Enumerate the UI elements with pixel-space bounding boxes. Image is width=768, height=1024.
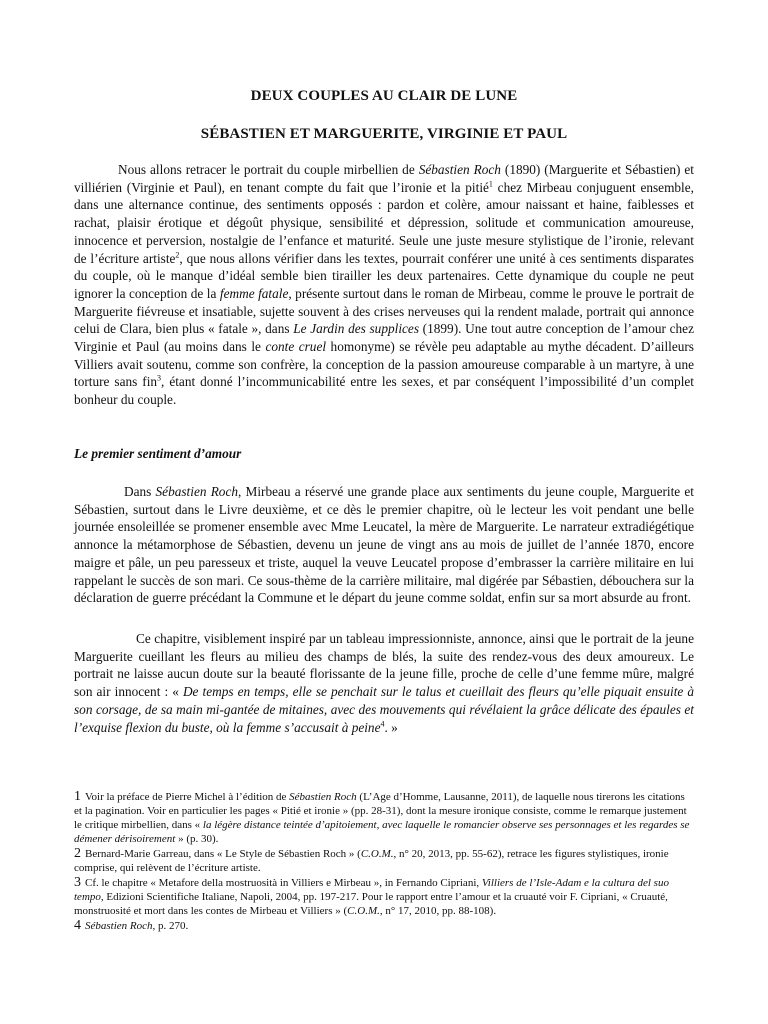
quotation: De temps en temps, elle se penchait sur le talus et cueillait des fleurs qu’elle piquait ensuite à son corsage, de sa main mi-gantée de mitaines, avec des mouvements qui révélaient la grâce délicate des épaules et l’exquise flexion du buste, où la femme s’accusait à peine bbox=[74, 684, 694, 735]
paragraph-second: Dans Sébastien Roch, Mirbeau a réservé une grande place aux sentiments du jeune couple, Marguerite et Sébastien, surtout dans le Livre deuxième, et ce dès le premier chapitre, où le lecteur les voit pendant une belle journée ensoleillée se promener ensemble avec Mme Leucatel, la mère de Marguerite. Le narrateur extradiégétique annonce la métamorphose de Sébastien, devenu un jeune de vingt ans au mois de juillet de l’année 1870, encore maigre et pâle, un peu paresseux et triste, auquel la veuve Leucatel propose d’embrasser la carrière militaire en lui rappelant le succès de son mari. Ce sous-thème de la carrière militaire, mal digérée par Sébastien, débouchera sur la déclaration de guerre précédant la Commune et le départ du jeune comme soldat, enfin sur sa mort absurde au front. bbox=[74, 484, 695, 606]
footnote-1: 1 Voir la préface de Pierre Michel à l’édition de Sébastien Roch (L’Age d’Homme, Lausanne, 2011), de laquelle nous tirerons les citations et la pagination. Voir en particulier les pages « Pitié et ironie » (pp. 28-31), dont la mesure ironique consiste, comme le remarque justement le critique mirbellien, dans « la légère distance teintée d’apitoiement, avec laquelle le romancier observe ses personnages et les regardes se démener dérisoirement » (p. 30). bbox=[74, 789, 690, 845]
footnote-ref-4[interactable]: 4 bbox=[380, 719, 385, 729]
footnotes bbox=[74, 790, 694, 934]
footnote-3: 3 Cf. le chapitre « Metafore della mostruosità in Villiers e Mirbeau », in Fernando Cipriani, Villiers de l’Isle-Adam e la cultura del suo tempo, Edizioni Scientifiche Italiane, Napoli, 2004, pp. 197-217. Pour le rapport entre l’amour et la cruauté voir F. Cipriani, « Cruauté, monstruosité et mort dans les contes de Mirbeau et Villiers » (C.O.M., n° 17, 2010, pp. 88-108). bbox=[74, 875, 669, 917]
footnote-ref-3[interactable]: 3 bbox=[157, 374, 162, 384]
paragraph-intro: Nous allons retracer le portrait du couple mirbellien de Sébastien Roch (1890) (Marguerite et Sébastien) et villiérien (Virginie et Paul), en tenant compte du fait que l’ironie et la pitié$^1$ chez Mirbeau conjuguent ensemble, dans une alternance continue, des sentiments opposés : pardon et colère, amour naissant et haine, faiblesses et rachat, plaisir érotique et dégoût physique, sensibilité et dépression, solitude et communication amoureuse, innocence et perversion, nostalgie de l’enfance et maturité. Seule une juste mesure stylistique de l’ironie, relevant de l’écriture artiste$^2$, que nous allons vérifier dans les textes, pourrait conférer une unité à ces sentiments disparates du couple, où le manque d’idéal semble bien tirailler les deux partenaires. Cette dynamique du couple ne peut ignorer la conception de la femme fatale, présente surtout dans le roman de Mirbeau, comme le prouve le portrait de Marguerite fiévreuse et insatiable, sujette souvent à des crises nerveuses qui la rendent malade, portrait qui annonce celui de Clara, bien plus « fatale », dans Le Jardin des supplices (1899). Une tout autre conception de l’amour chez Virginie et Paul (au moins dans le conte cruel homonyme) se révèle peu adaptable au mythe décadent. D’ailleurs Villiers avait soutenu, comme son confrère, la conception de la passion amoureuse comparable à un martyre, à une torture sans fin$^3$, étant donné l’incommunicabilité entre les sexes, et par conséquent l’impossibilité d’un complet bonheur du couple. bbox=[74, 162, 694, 408]
document-subtitle: SÉBASTIEN ET MARGUERITE, VIRGINIE ET PAUL bbox=[200, 126, 568, 142]
footnote-ref-1[interactable]: 1 bbox=[488, 179, 493, 189]
footnote-4: 4 Sébastien Roch, p. 270. bbox=[74, 918, 189, 933]
section-heading: Le premier sentiment d’amour bbox=[74, 446, 242, 461]
paragraph-third: Ce chapitre, visiblement inspiré par un tableau impressionniste, annonce, ainsi que le portrait de la jeune Marguerite cueillant les fleurs au milieu des champs de blés, la suite des rendez-vous des deux amoureux. Le portrait ne laisse aucun doute sur la beauté florissante de la jeune fille, proche de celle d’une femme mûre, malgré son air innocent : « De temps en temps, elle se penchait sur le talus et cueillait des fleurs qu’elle piquait ensuite à son corsage, de sa main mi-gantée de mitaines, avec des mouvements qui révélaient la grâce délicate des épaules et l’exquise flexion du buste, où la femme s’accusait à peine$^4$. » bbox=[74, 631, 694, 735]
footnote-ref-2[interactable]: 2 bbox=[175, 250, 180, 260]
footnote-2: 2 Bernard-Marie Garreau, dans « Le Style de Sébastien Roch » (C.O.M., n° 20, 2013, pp. 55-62), retrace les figures stylistiques, ironie comprise, qui relèvent de l’écriture artiste. bbox=[74, 846, 669, 874]
document-title: DEUX COUPLES AU CLAIR DE LUNE bbox=[250, 88, 518, 104]
